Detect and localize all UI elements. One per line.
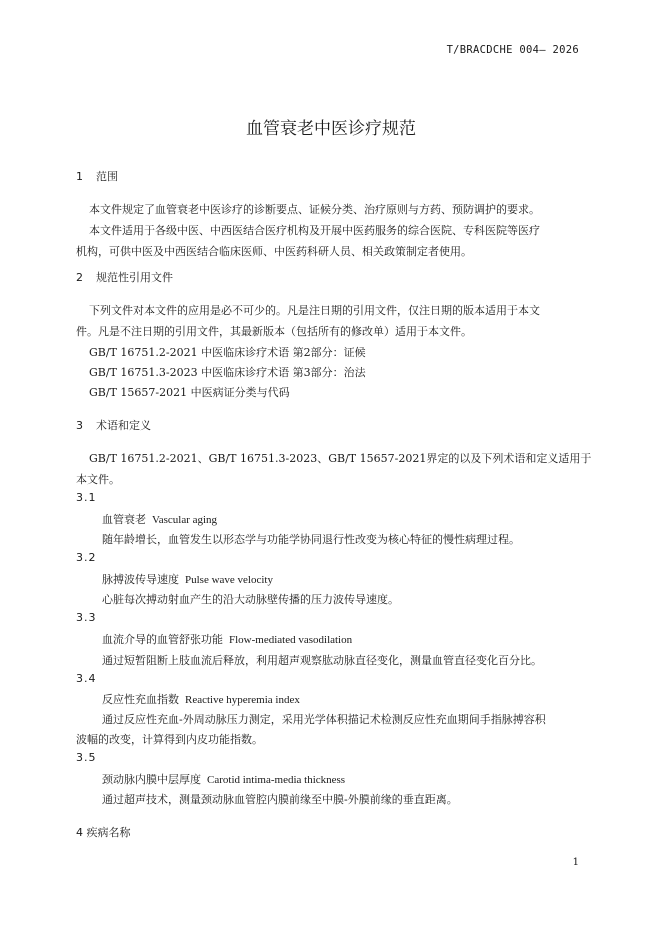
term-chinese: 颈动脉内膜中层厚度 [102, 773, 201, 786]
term-definition: 通过短暂阻断上肢血流后释放，利用超声观察肱动脉直径变化，测量血管直径变化百分比。 [102, 654, 542, 667]
section-number: 4 [76, 826, 83, 839]
section-number: 3 [76, 419, 83, 432]
section-2-heading [76, 269, 173, 285]
term-definition: 随年龄增长，血管发生以形态学与功能学协同退行性改变为核心特征的慢性病理过程。 [102, 533, 520, 546]
term-definition: 心脏每次搏动射血产生的沿大动脉壁传播的压力波传导速度。 [102, 593, 399, 606]
reference-item: GB/T 15657-2021 中医病证分类与代码 [89, 386, 290, 399]
section-number: 1 [76, 170, 83, 183]
reference-item: GB/T 16751.3-2023 中医临床诊疗术语 第3部分：治法 [89, 366, 366, 379]
term-chinese: 血管衰老 [102, 513, 146, 526]
term-definition-continuation: 波幅的改变，计算得到内皮功能指数。 [76, 733, 263, 746]
paragraph: 下列文件对本文件的应用是必不可少的。凡是注日期的引用文件，仅注日期的版本适用于本文 [89, 304, 540, 317]
term-english: Reactive hyperemia index [185, 694, 300, 706]
section-3-heading [76, 417, 151, 433]
term-english: Carotid intima-media thickness [207, 774, 346, 786]
term-entry [102, 631, 352, 647]
term-entry [102, 511, 217, 527]
clause-number: 3.1 [76, 491, 97, 504]
term-entry [102, 691, 300, 707]
paragraph: GB/T 16751.2-2021、GB/T 16751.3-2023、GB/T 15657-2021界定的以及下列术语和定义适用于 [89, 452, 592, 465]
page-number: 1 [572, 857, 579, 868]
paragraph: 本文件适用于各级中医、中西医结合医疗机构及开展中医药服务的综合医院、专科医院等医疗 [89, 224, 540, 237]
section-number: 2 [76, 271, 83, 284]
term-chinese: 脉搏波传导速度 [102, 573, 179, 586]
standard-code: T/BRACDCHE 004— 2026 [446, 44, 579, 56]
clause-number: 3.4 [76, 672, 97, 685]
paragraph-continuation: 件。凡是不注日期的引用文件，其最新版本（包括所有的修改单）适用于本文件。 [76, 325, 472, 338]
section-title: 规范性引用文件 [96, 271, 173, 284]
reference-item: GB/T 16751.2-2021 中医临床诊疗术语 第2部分：证候 [89, 346, 366, 359]
term-definition: 通过超声技术，测量颈动脉血管腔内膜前缘至中膜-外膜前缘的垂直距离。 [102, 793, 458, 806]
page-title: 血管衰老中医诊疗规范 [246, 119, 416, 139]
term-definition: 通过反应性充血-外周动脉压力测定，采用光学体积描记术检测反应性充血期间手指脉搏容积 [102, 713, 546, 726]
term-english: Vascular aging [152, 514, 218, 526]
section-title: 疾病名称 [86, 826, 131, 839]
term-chinese: 血流介导的血管舒张功能 [102, 633, 223, 646]
term-english: Pulse wave velocity [185, 574, 273, 586]
term-entry [102, 771, 345, 787]
paragraph: 本文件规定了血管衰老中医诊疗的诊断要点、证候分类、治疗原则与方药、预防调护的要求。 [89, 203, 540, 216]
paragraph-continuation: 本文件。 [76, 473, 120, 486]
section-1-heading [76, 168, 118, 184]
paragraph-continuation: 机构，可供中医及中西医结合临床医师、中医药科研人员、相关政策制定者使用。 [76, 245, 472, 258]
section-4-heading [76, 824, 131, 840]
section-title: 术语和定义 [96, 419, 151, 432]
clause-number: 3.5 [76, 751, 97, 764]
term-entry [102, 571, 273, 587]
term-chinese: 反应性充血指数 [102, 693, 179, 706]
term-english: Flow-mediated vasodilation [229, 634, 353, 646]
clause-number: 3.3 [76, 611, 97, 624]
clause-number: 3.2 [76, 551, 97, 564]
section-title: 范围 [96, 170, 118, 183]
